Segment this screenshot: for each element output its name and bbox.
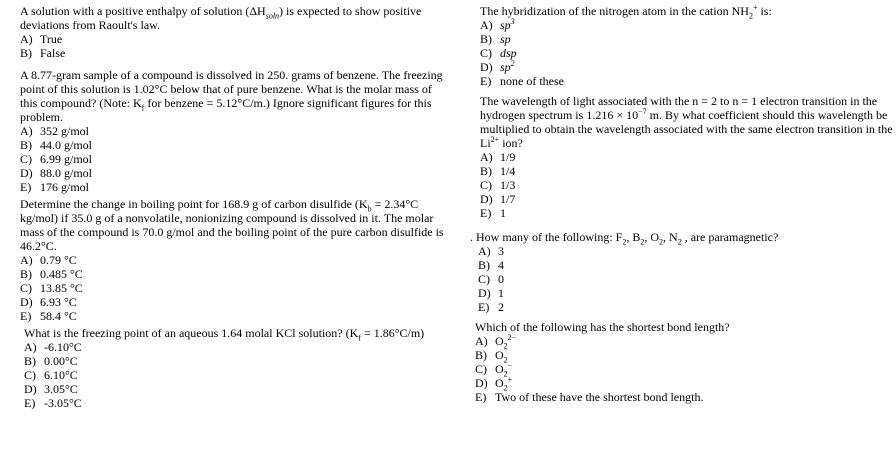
answer-option[interactable]: B) 0.485 °C — [20, 267, 83, 281]
answer-options — [478, 244, 778, 314]
answer-option[interactable]: C) 6.99 g/mol — [20, 152, 93, 166]
answer-option[interactable]: C) 0 — [478, 272, 504, 286]
answer-option[interactable]: A) 0.79 °C — [20, 253, 77, 267]
answer-option[interactable]: C) 1/3 — [480, 178, 516, 192]
answer-option[interactable]: B) 0.00°C — [24, 354, 78, 368]
question-stem: Which of the following has the shortest bond length? — [475, 320, 730, 334]
answer-option[interactable]: D) 6.93 °C — [20, 295, 77, 309]
answer-options — [20, 253, 444, 323]
answer-option[interactable]: E) 1 — [480, 206, 506, 220]
question-1 — [20, 4, 421, 60]
question-stem: point of this solution is 1.02°C below that of pure benzene. What is the molar mass of — [20, 82, 432, 96]
answer-options — [24, 340, 424, 410]
answer-option[interactable]: C) dsp — [480, 46, 517, 60]
question-stem: . How many of the following: $F_2$, $B_2$, $O_2$, $N_2$ , are paramagnetic? — [470, 230, 779, 247]
question-stem: 46.2°C. — [20, 239, 57, 253]
question-stem: Determine the change in boiling point for 168.9 g of carbon disulfide ($K_b = 2.34^\circ C$ — [20, 197, 419, 214]
question-stem: hydrogen spectrum is $1.216 \times 10^{-7}$ m. By what coefficient should this wavelength be — [480, 107, 888, 122]
answer-option[interactable]: C) $O_2^-$ — [475, 361, 513, 379]
question-2 — [20, 68, 443, 194]
answer-option[interactable]: C) 6.10°C — [24, 368, 78, 382]
answer-options — [475, 334, 730, 404]
answer-option[interactable]: E) Two of these have the shortest bond length. — [475, 390, 704, 404]
answer-options — [480, 150, 893, 220]
question-3 — [20, 197, 444, 323]
answer-options — [20, 124, 443, 194]
answer-option[interactable]: A) $sp^3$ — [480, 17, 515, 32]
answer-option[interactable]: B) False — [20, 46, 66, 60]
answer-option[interactable]: D) $sp^2$ — [480, 59, 515, 74]
answer-option[interactable]: B) 44.0 g/mol — [20, 138, 93, 152]
answer-option[interactable]: A) True — [20, 32, 63, 46]
answer-option[interactable]: A) $O_2^{2-}$ — [475, 333, 517, 351]
question-stem: mass of the compound is 70.0 g/mol and the boiling point of the pure carbon disulfide is — [20, 225, 444, 239]
answer-option[interactable]: B) sp — [480, 32, 511, 46]
answer-option[interactable]: C) 13.85 °C — [20, 281, 83, 295]
answer-option[interactable]: E) -3.05°C — [24, 396, 82, 410]
answer-option[interactable]: B) $O_2$ — [475, 348, 508, 365]
question-stem: $Li^{2+}$ ion? — [480, 135, 523, 150]
question-7 — [470, 230, 778, 314]
question-stem: deviations from Raoult's law. — [20, 18, 161, 32]
question-4 — [24, 326, 424, 410]
question-stem: The wavelength of light associated with the n = 2 to n = 1 electron transition in the — [480, 94, 878, 108]
answer-option[interactable]: A) -6.10°C — [24, 340, 82, 354]
answer-option[interactable]: D) $O_2^+$ — [475, 375, 513, 393]
question-stem: A solution with a positive enthalpy of solution $(\Delta H_{soln})$ is expected to show positive — [20, 4, 422, 21]
question-stem: kg/mol) if 35.0 g of a nonvolatile, nonionizing compound is dissolved in it. The molar — [20, 211, 434, 225]
question-stem: problem. — [20, 110, 63, 124]
question-stem: multiplied to obtain the wavelength associated with the same electron transition in the — [480, 122, 893, 136]
answer-option[interactable]: D) 88.0 g/mol — [20, 166, 93, 180]
question-stem: What is the freezing point of an aqueous 1.64 molal KCl solution? $(K_f = 1.86^\circ C/m)$ — [24, 326, 425, 343]
answer-option[interactable]: E) 58.4 °C — [20, 309, 77, 323]
question-6 — [480, 94, 893, 220]
answer-options — [20, 32, 421, 60]
answer-option[interactable]: A) 352 g/mol — [20, 124, 90, 138]
answer-option[interactable]: B) 4 — [478, 258, 504, 272]
answer-option[interactable]: D) 1/7 — [480, 192, 516, 206]
question-stem: A 8.77-gram sample of a compound is dissolved in 250. grams of benzene. The freezing — [20, 68, 443, 82]
answer-option[interactable]: A) 3 — [478, 244, 504, 258]
question-5 — [480, 4, 772, 88]
question-8 — [475, 320, 730, 404]
question-stem: The hybridization of the nitrogen atom in the cation $NH_2^+$ is: — [480, 3, 772, 21]
answer-option[interactable]: A) 1/9 — [480, 150, 516, 164]
answer-option[interactable]: B) 1/4 — [480, 164, 516, 178]
answer-option[interactable]: D) 1 — [478, 286, 504, 300]
answer-option[interactable]: E) none of these — [480, 74, 564, 88]
answer-option[interactable]: D) 3.05°C — [24, 382, 78, 396]
answer-option[interactable]: E) 2 — [478, 300, 504, 314]
answer-options — [480, 18, 772, 88]
question-stem: this compound? (Note: $K_f$ for benzene = 5.12°C/m.) Ignore significant figures for this — [20, 96, 432, 113]
answer-option[interactable]: E) 176 g/mol — [20, 180, 90, 194]
